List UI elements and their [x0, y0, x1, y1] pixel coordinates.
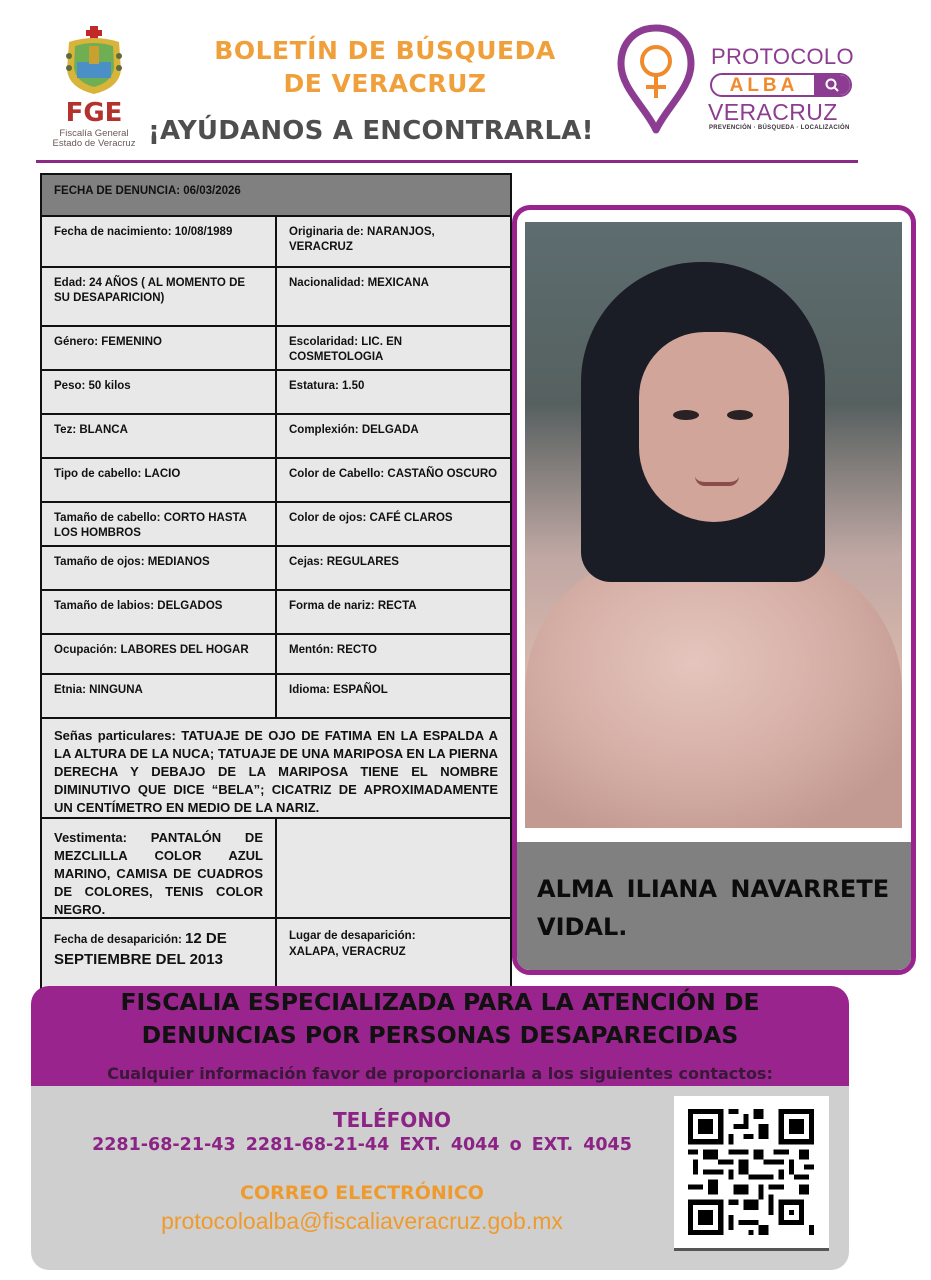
contact-panel: [31, 1086, 849, 1270]
bulletin-title: [150, 34, 620, 100]
clothing: Vestimenta: PANTALÓN DE MEZCLILLA COLOR AZUL MARINO, CAMISA DE CUADROS DE COLORES, TENIS COLOR NEGRO.: [42, 819, 277, 917]
name-panel: [517, 842, 911, 970]
missing-person-photo: [525, 222, 902, 828]
table-row: [42, 673, 510, 717]
header-divider: [36, 160, 858, 163]
lip-size: Tamaño de labios: DELGADOS: [42, 591, 277, 633]
table-row: [42, 633, 510, 673]
photo-mouth: [695, 476, 739, 486]
fge-name-line1: Fiscalía General: [59, 128, 129, 139]
education: Escolaridad: LIC. EN COSMETOLOGIA: [289, 336, 403, 363]
alba-text: ALBA: [729, 75, 799, 96]
protocolo-text: PROTOCOLO: [711, 44, 854, 69]
birth-date: Fecha de nacimiento: 10/08/1989: [42, 217, 277, 266]
table-row: [42, 501, 510, 545]
phone-numbers[interactable]: 2281-68-21-43 2281-68-21-44 EXT. 4044 o EXT. 4045: [92, 1135, 632, 1155]
veracruz-coat-of-arms-icon: [63, 26, 125, 96]
occupation: Ocupación: LABORES DEL HOGAR: [42, 635, 277, 673]
alba-tagline: PREVENCIÓN · BÚSQUEDA · LOCALIZACIÓN: [709, 125, 850, 131]
hair-color: Color de Cabello: CASTAÑO OSCURO: [289, 468, 498, 480]
distinguishing-marks: Señas particulares: TATUAJE DE OJO DE FATIMA EN LA ESPALDA A LA ALTURA DE LA NUCA; TATUAJE DE UNA MARIPOSA EN LA PIERNA DERECHA Y DEBAJO DE LA MARIPOSA TIENE EL NOMBRE DIMINUTIVO QUE DICE “BELA”; CICATRIZ DE APROXIMADAMENTE UN CENTÍMETRO EN MEDIO DE LA NARIZ.: [54, 728, 498, 815]
contact-intro: Cualquier información favor de proporcionarla a los siguientes contactos:: [107, 1064, 773, 1083]
disappearance-date: [42, 919, 277, 995]
map-pin-female-icon: [616, 24, 696, 134]
table-row: [42, 545, 510, 589]
qr-code-icon: [688, 1109, 814, 1235]
table-row: [42, 266, 510, 325]
email-label: CORREO ELECTRÓNICO: [240, 1182, 484, 1204]
disappearance-place: [277, 919, 510, 995]
clothing-empty-cell: [277, 819, 510, 917]
gender: Género: FEMENINO: [42, 327, 277, 369]
table-row: [42, 457, 510, 501]
table-row: [42, 215, 510, 266]
eye-size: Tamaño de ojos: MEDIANOS: [42, 547, 277, 589]
complexion-skin: Tez: BLANCA: [42, 415, 277, 457]
missing-person-details-table: [40, 173, 512, 997]
clothing-row: [42, 817, 510, 917]
photo-eye: [727, 410, 753, 420]
weight: Peso: 50 kilos: [42, 371, 277, 413]
veracruz-text: VERACRUZ: [708, 99, 838, 125]
photo-eye: [673, 410, 699, 420]
report-date: FECHA DE DENUNCIA: 06/03/2026: [54, 185, 241, 197]
alba-search-pill: [710, 73, 852, 97]
hair-type: Tipo de cabello: LACIO: [42, 459, 277, 501]
eye-color: Color de ojos: CAFÉ CLAROS: [289, 512, 453, 524]
hair-length: Tamaño de cabello: CORTO HASTA LOS HOMBROS: [42, 503, 277, 545]
report-date-row: [42, 175, 510, 215]
height: Estatura: 1.50: [289, 380, 365, 392]
distinguishing-marks-row: [42, 717, 510, 817]
phone-label: TELÉFONO: [332, 1108, 452, 1132]
fiscalia-title-line-2: DENUNCIAS POR PERSONAS DESAPARECIDAS: [141, 1021, 739, 1049]
disappearance-row: [42, 917, 510, 995]
bulletin-header: [0, 0, 931, 165]
disappearance-place-value: XALAPA, VERACRUZ: [289, 946, 406, 958]
age: Edad: 24 AÑOS ( AL MOMENTO DE SU DESAPARICION): [42, 268, 277, 325]
chin: Mentón: RECTO: [289, 644, 377, 656]
qr-code[interactable]: [674, 1096, 829, 1248]
fge-name-line2: Estado de Veracruz: [52, 138, 136, 149]
missing-person-name: ALMA ILIANA NAVARRETE VIDAL.: [537, 875, 890, 941]
protocolo-alba-logo: [612, 24, 852, 136]
disappearance-place-label: Lugar de desaparición:: [289, 930, 416, 942]
eyebrows: Cejas: REGULARES: [289, 556, 399, 568]
bulletin-subtitle: ¡AYÚDANOS A ENCONTRARLA!: [148, 116, 594, 146]
nationality: Nacionalidad: MEXICANA: [289, 277, 429, 289]
table-row: [42, 369, 510, 413]
title-line-2: DE VERACRUZ: [283, 69, 487, 98]
photo-face: [639, 332, 789, 522]
missing-person-photo-card: [512, 205, 916, 975]
email-link[interactable]: protocoloalba@fiscaliaveracruz.gob.mx: [161, 1208, 563, 1234]
disappearance-date-label: Fecha de desaparición:: [54, 934, 182, 946]
language: Idioma: ESPAÑOL: [289, 684, 388, 696]
table-row: [42, 589, 510, 633]
fiscalia-banner: [31, 986, 849, 1088]
nose-shape: Forma de nariz: RECTA: [289, 600, 417, 612]
title-line-1: BOLETÍN DE BÚSQUEDA: [214, 36, 556, 65]
fiscalia-title: [31, 986, 849, 1052]
fge-acronym: FGE: [65, 98, 123, 128]
table-row: [42, 325, 510, 369]
ethnicity: Etnia: NINGUNA: [42, 675, 277, 717]
fiscalia-title-line-1: FISCALIA ESPECIALIZADA PARA LA ATENCIÓN DE: [120, 988, 760, 1016]
photo-shoulders: [525, 552, 902, 828]
disappearance-date-value: 12 DE SEPTIEMBRE DEL 2013: [54, 930, 227, 968]
table-row: [42, 413, 510, 457]
search-icon: [814, 75, 850, 95]
origin: Originaria de: NARANJOS, VERACRUZ: [289, 226, 435, 253]
fge-logo: [44, 22, 144, 150]
build: Complexión: DELGADA: [289, 424, 419, 436]
